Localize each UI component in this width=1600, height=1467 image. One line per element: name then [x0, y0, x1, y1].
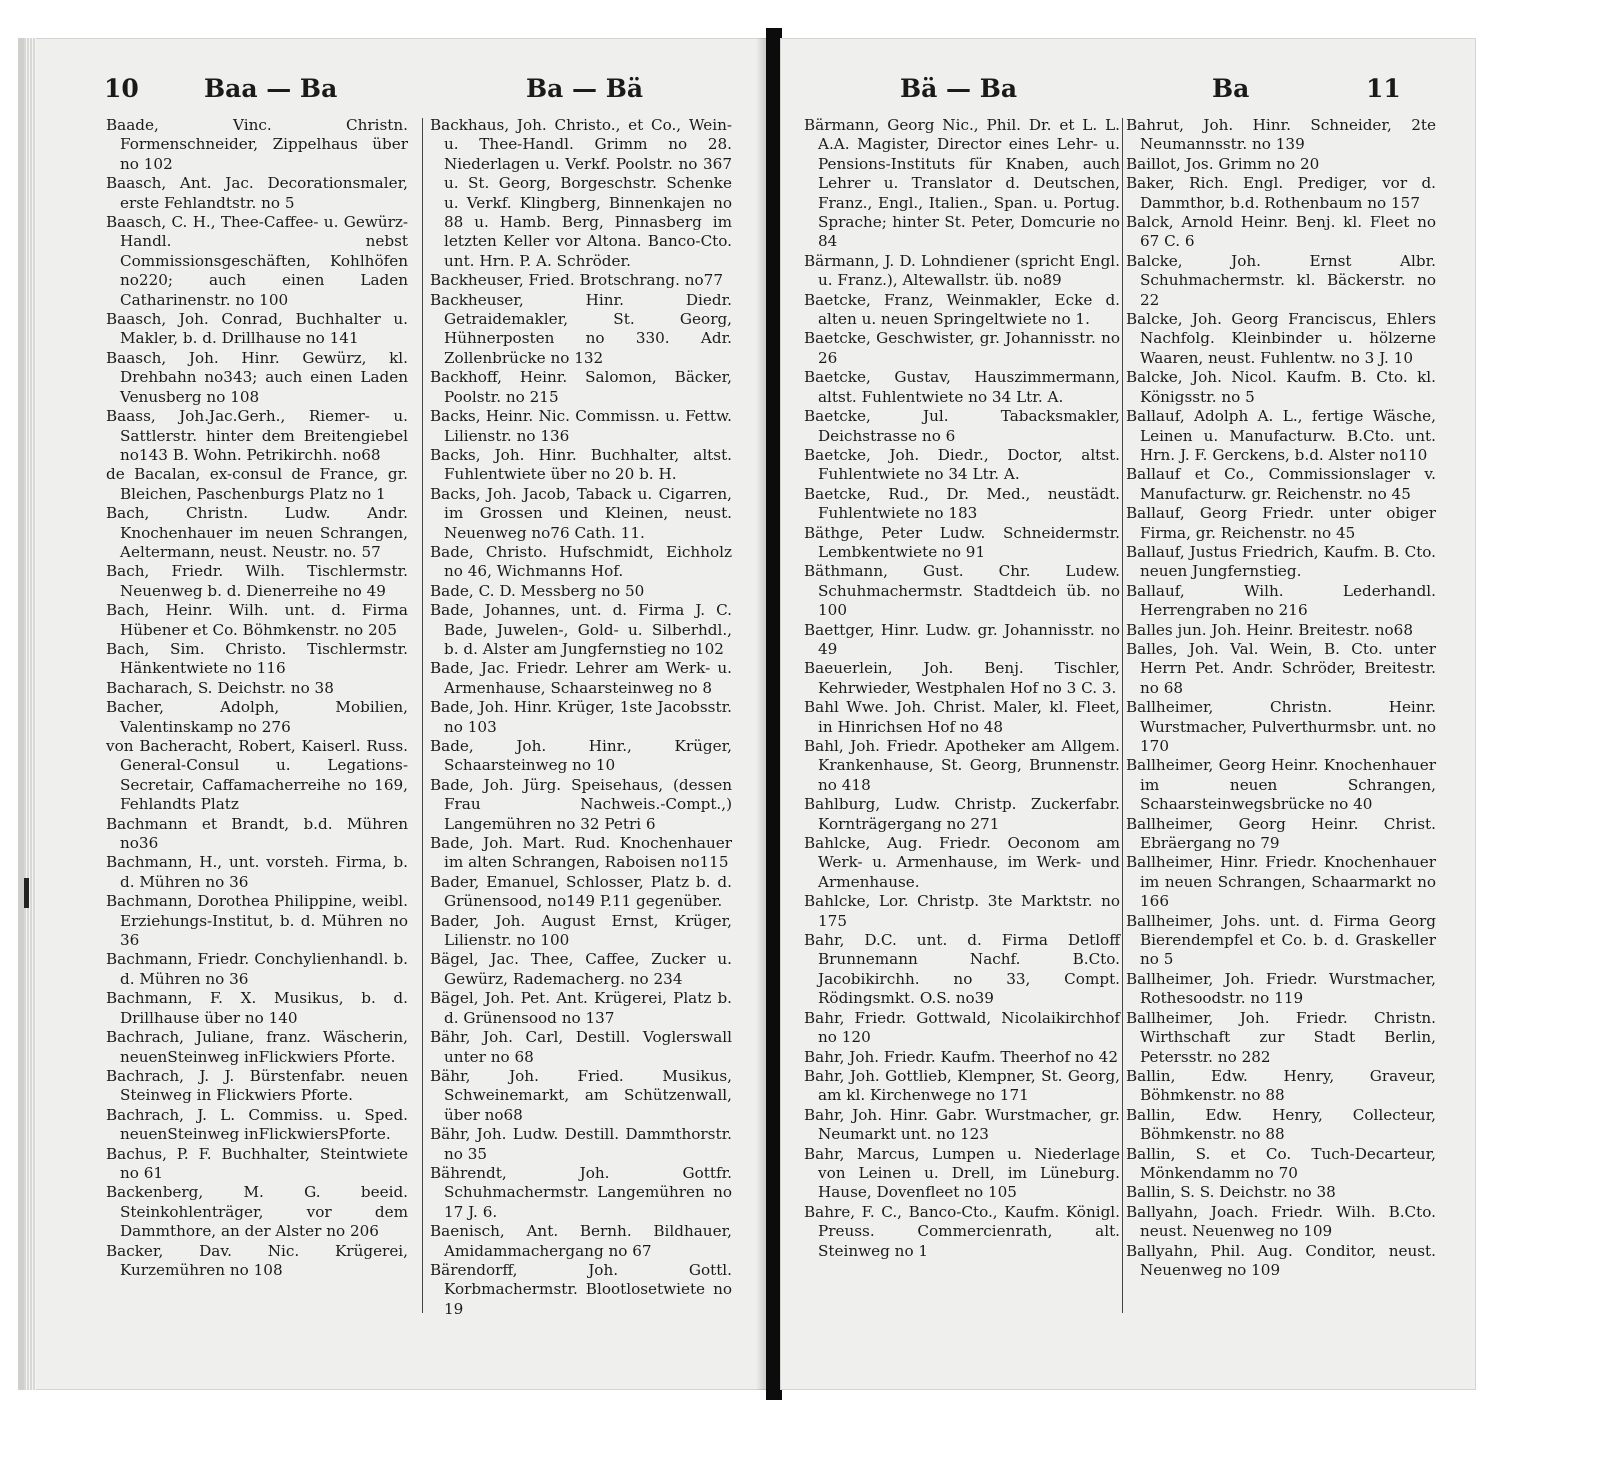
directory-entry: Bärendorff, Joh. Gottl. Korbmachermstr. Blootlosetwiete no 19 [430, 1260, 732, 1318]
directory-entry: Bährendt, Joh. Gottfr. Schuhmachermstr. Langemühren no 17 J. 6. [430, 1163, 732, 1221]
page-number-left: 10 [104, 74, 139, 103]
directory-entry: Bachmann et Brandt, b.d. Mühren no36 [106, 814, 408, 853]
directory-entry: Ballyahn, Joach. Friedr. Wilh. B.Cto. neust. Neuenweg no 109 [1126, 1202, 1436, 1241]
directory-entry: Baass, Joh.Jac.Gerh., Riemer- u. Sattlerstr. hinter dem Breitengiebel no143 B. Wohn. Petrikirchh. no68 [106, 407, 408, 464]
directory-entry: Bahr, Joh. Hinr. Gabr. Wurstmacher, gr. Neumarkt unt. no 123 [804, 1105, 1120, 1144]
directory-entry: Bade, Joh. Jürg. Speisehaus, (dessen Frau Nachweis.-Compt.,) Langemühren no 32 Petri 6 [430, 775, 732, 833]
directory-entry: Balcke, Joh. Ernst Albr. Schuhmachermstr. kl. Bäckerstr. no 22 [1126, 251, 1436, 309]
directory-entry: Bahrut, Joh. Hinr. Schneider, 2te Neumannsstr. no 139 [1126, 116, 1436, 154]
directory-entry: Bade, C. D. Messberg no 50 [430, 581, 645, 600]
directory-entry: Bähr, Joh. Fried. Musikus, Schweinemarkt, am Schützenwall, über no68 [430, 1066, 732, 1124]
directory-entry: Baasch, Ant. Jac. Decorationsmaler, erste Fehlandtstr. no 5 [106, 174, 408, 212]
directory-entry: Bahr, D.C. unt. d. Firma Detloff Brunnemann Nachf. B.Cto. Jacobikirchh. no 33, Compt. Rödingsmkt. O.S. no39 [804, 931, 1120, 1008]
directory-entry: Bähr, Joh. Carl, Destill. Voglerswall unter no 68 [430, 1028, 732, 1066]
directory-entry: Bahlcke, Lor. Christp. 3te Marktstr. no 175 [804, 892, 1120, 930]
directory-entry: Ballin, S. et Co. Tuch-Decarteur, Mönkendamm no 70 [1126, 1144, 1436, 1182]
directory-entry: Bachrach, J. J. Bürstenfabr. neuen Steinweg in Flickwiers Pforte. [106, 1066, 408, 1105]
directory-entry: von Bacheracht, Robert, Kaiserl. Russ. General-Consul u. Legations-Secretair, Caffamacherreihe no 169, Fehlandts Platz [106, 737, 408, 814]
directory-entry: Bahlcke, Aug. Friedr. Oeconom am Werk- u. Armenhause, im Werk- und Armenhause. [804, 834, 1120, 891]
directory-entry: Ballheimer, Joh. Friedr. Wurstmacher, Rothesoodstr. no 119 [1126, 969, 1436, 1008]
directory-entry: Bahr, Joh. Gottlieb, Klempner, St. Georg, am kl. Kirchenwege no 171 [804, 1066, 1120, 1105]
left-running-head-center: Ba — Bä [526, 74, 644, 103]
directory-entry: Bäthge, Peter Ludw. Schneidermstr. Lembkentwiete no 91 [804, 523, 1120, 561]
directory-entry: Balcke, Joh. Georg Franciscus, Ehlers Nachfolg. Kleinbinder u. hölzerne Waaren, neust. Fuhlentw. no 3 J. 10 [1126, 310, 1436, 367]
directory-entry: Backer, Dav. Nic. Krügerei, Kurzemühren no 108 [106, 1241, 408, 1279]
column-rule [422, 118, 423, 1313]
directory-entry: Ballheimer, Joh. Friedr. Christn. Wirthschaft zur Stadt Berlin, Petersstr. no 282 [1126, 1008, 1436, 1066]
directory-entry: Bacher, Adolph, Mobilien, Valentinskamp no 276 [106, 698, 408, 736]
directory-entry: Bachmann, Dorothea Philippine, weibl. Erziehungs-Institut, b. d. Mühren no 36 [106, 892, 408, 950]
left-page [18, 38, 772, 1390]
directory-entry: Baasch, Joh. Conrad, Buchhalter u. Makler, b. d. Drillhause no 141 [106, 310, 408, 348]
directory-entry: Bach, Friedr. Wilh. Tischlermstr. Neuenweg b. d. Dienerreihe no 49 [106, 562, 408, 600]
directory-entry: Ballauf et Co., Commissionslager v. Manufacturw. gr. Reichenstr. no 45 [1126, 465, 1436, 503]
directory-entry: Backheuser, Fried. Brotschrang. no77 [430, 271, 723, 290]
directory-entry: Bärmann, Georg Nic., Phil. Dr. et L. L. A.A. Magister, Director eines Lehr- u. Pensions-Instituts für Knaben, auch Lehrer u. Translator d. Deutschen, Franz., Engl., Italien., Span. u. Portug. Sprache; hinter St. Peter, Domcurie no 84 [804, 116, 1120, 251]
directory-entry: Bachmann, F. X. Musikus, b. d. Drillhause über no 140 [106, 989, 408, 1027]
directory-entry: Baetcke, Geschwister, gr. Johannisstr. no 26 [804, 329, 1120, 367]
right-column-2 [1126, 116, 1436, 1280]
directory-entry: Baker, Rich. Engl. Prediger, vor d. Dammthor, b.d. Rothenbaum no 157 [1126, 174, 1436, 212]
directory-entry: Bach, Heinr. Wilh. unt. d. Firma Hübener et Co. Böhmkenstr. no 205 [106, 601, 408, 639]
directory-entry: Bade, Christo. Hufschmidt, Eichholz no 46, Wichmanns Hof. [430, 542, 732, 581]
directory-entry: Backheuser, Hinr. Diedr. Getraidemakler, St. Georg, Hühnerposten no 330. Adr. Zollenbrücke no 132 [430, 290, 732, 367]
directory-entry: Bader, Joh. August Ernst, Krüger, Lilienstr. no 100 [430, 911, 732, 950]
directory-entry: Baetcke, Joh. Diedr., Doctor, altst. Fuhlentwiete no 34 Ltr. A. [804, 445, 1120, 484]
directory-entry: Baade, Vinc. Christn. Formenschneider, Zippelhaus über no 102 [106, 116, 408, 173]
directory-entry: Balcke, Joh. Nicol. Kaufm. B. Cto. kl. Königsstr. no 5 [1126, 368, 1436, 406]
page-number-right: 11 [1366, 74, 1401, 103]
directory-entry: Bade, Joh. Mart. Rud. Knochenhauer im alten Schrangen, Raboisen no115 [430, 834, 732, 872]
directory-entry: Ballheimer, Hinr. Friedr. Knochenhauer im neuen Schrangen, Schaarmarkt no 166 [1126, 853, 1436, 911]
right-page [780, 38, 1476, 1390]
directory-entry: Backs, Heinr. Nic. Commissn. u. Fettw. Lilienstr. no 136 [430, 407, 732, 445]
directory-entry: Ballheimer, Georg Heinr. Christ. Ebräergang no 79 [1126, 814, 1436, 853]
directory-entry: Balles, Joh. Val. Wein, B. Cto. unter Herrn Pet. Andr. Schröder, Breitestr. no 68 [1126, 639, 1436, 697]
directory-entry: Bahl, Joh. Friedr. Apotheker am Allgem. Krankenhause, St. Georg, Brunnenstr. no 418 [804, 737, 1120, 794]
directory-entry: Bade, Jac. Friedr. Lehrer am Werk- u. Armenhause, Schaarsteinweg no 8 [430, 659, 732, 697]
directory-entry: Backs, Joh. Hinr. Buchhalter, altst. Fuhlentwiete über no 20 b. H. [430, 445, 732, 484]
directory-entry: Bärmann, J. D. Lohndiener (spricht Engl. u. Franz.), Altewallstr. üb. no89 [804, 251, 1120, 290]
directory-entry: Bachmann, H., unt. vorsteh. Firma, b. d. Mühren no 36 [106, 853, 408, 891]
directory-entry: Baetcke, Franz, Weinmakler, Ecke d. alten u. neuen Springeltwiete no 1. [804, 290, 1120, 329]
margin-mark [24, 878, 29, 908]
directory-entry: de Bacalan, ex-consul de France, gr. Bleichen, Paschenburgs Platz no 1 [106, 465, 408, 503]
directory-entry: Baetcke, Gustav, Hauszimmermann, altst. Fuhlentwiete no 34 Ltr. A. [804, 368, 1120, 406]
right-running-head-center: Bä — Ba [900, 74, 1018, 103]
directory-entry: Backhaus, Joh. Christo., et Co., Wein- u. Thee-Handl. Grimm no 28. Niederlagen u. Verkf. Poolstr. no 367 u. St. Georg, Borgeschstr. Schenke u. Verkf. Klingberg, Binnenkajen no 88 u. Hamb. Berg, Pinnasberg im letzten Keller vor Altona. Banco-Cto. unt. Hrn. P. A. Schröder. [430, 116, 732, 270]
directory-entry: Ballheimer, Christn. Heinr. Wurstmacher, Pulverthurmsbr. unt. no 170 [1126, 698, 1436, 755]
right-column-1 [804, 116, 1120, 1261]
directory-entry: Backenberg, M. G. beeid. Steinkohlenträger, vor dem Dammthore, an der Alster no 206 [106, 1183, 408, 1241]
directory-entry: Ballauf, Wilh. Lederhandl. Herrengraben no 216 [1126, 581, 1436, 620]
directory-entry: Ballauf, Adolph A. L., fertige Wäsche, Leinen u. Manufacturw. B.Cto. unt. Hrn. J. F. Gerckens, b.d. Alster no110 [1126, 407, 1436, 464]
directory-entry: Backs, Joh. Jacob, Taback u. Cigarren, im Grossen und Kleinen, neust. Neuenweg no76 Cath. 11. [430, 484, 732, 542]
directory-entry: Bacharach, S. Deichstr. no 38 [106, 678, 334, 697]
directory-entry: Bachrach, Juliane, franz. Wäscherin, neuenSteinweg inFlickwiers Pforte. [106, 1028, 408, 1066]
directory-entry: Baettger, Hinr. Ludw. gr. Johannisstr. no 49 [804, 620, 1120, 658]
directory-entry: Backhoff, Heinr. Salomon, Bäcker, Poolstr. no 215 [430, 368, 732, 406]
open-book [18, 38, 1476, 1390]
directory-entry: Bäthmann, Gust. Chr. Ludew. Schuhmachermstr. Stadtdeich üb. no 100 [804, 562, 1120, 620]
directory-entry: Bahre, F. C., Banco-Cto., Kaufm. Königl. Preuss. Commercienrath, alt. Steinweg no 1 [804, 1202, 1120, 1260]
directory-entry: Balck, Arnold Heinr. Benj. kl. Fleet no 67 C. 6 [1126, 213, 1436, 251]
page-edge-stack [24, 38, 36, 1390]
directory-entry: Ballyahn, Phil. Aug. Conditor, neust. Neuenweg no 109 [1126, 1241, 1436, 1279]
directory-entry: Ballin, Edw. Henry, Collecteur, Böhmkenstr. no 88 [1126, 1105, 1436, 1144]
directory-entry: Bägel, Jac. Thee, Caffee, Zucker u. Gewürz, Rademacherg. no 234 [430, 950, 732, 988]
directory-entry: Bade, Joh. Hinr., Krüger, Schaarsteinweg no 10 [430, 737, 732, 775]
directory-entry: Baillot, Jos. Grimm no 20 [1126, 154, 1320, 173]
left-running-head-left: Baa — Ba [204, 74, 338, 103]
directory-entry: Ballauf, Justus Friedrich, Kaufm. B. Cto. neuen Jungfernstieg. [1126, 542, 1436, 581]
directory-entry: Ballin, Edw. Henry, Graveur, Böhmkenstr. no 88 [1126, 1066, 1436, 1105]
directory-entry: Ballin, S. S. Deichstr. no 38 [1126, 1183, 1336, 1202]
left-column-1 [106, 116, 408, 1280]
directory-entry: Bahr, Friedr. Gottwald, Nicolaikirchhof no 120 [804, 1008, 1120, 1047]
left-column-2 [430, 116, 732, 1319]
directory-entry: Bähr, Joh. Ludw. Destill. Dammthorstr. no 35 [430, 1125, 732, 1163]
directory-entry: Ballauf, Georg Friedr. unter obiger Firma, gr. Reichenstr. no 45 [1126, 504, 1436, 542]
directory-entry: Baenisch, Ant. Bernh. Bildhauer, Amidammachergang no 67 [430, 1222, 732, 1260]
directory-entry: Bachus, P. F. Buchhalter, Steintwiete no 61 [106, 1144, 408, 1182]
directory-entry: Bägel, Joh. Pet. Ant. Krügerei, Platz b. d. Grünensood no 137 [430, 989, 732, 1027]
column-rule [1122, 118, 1123, 1313]
directory-entry: Balles jun. Joh. Heinr. Breitestr. no68 [1126, 620, 1414, 639]
directory-entry: Bachmann, Friedr. Conchylienhandl. b. d. Mühren no 36 [106, 950, 408, 988]
directory-entry: Ballheimer, Johs. unt. d. Firma Georg Bierendempfel et Co. b. d. Graskeller no 5 [1126, 911, 1436, 969]
directory-entry: Bade, Johannes, unt. d. Firma J. C. Bade, Juwelen-, Gold- u. Silberhdl., b. d. Alster am Jungfernstieg no 102 [430, 601, 732, 658]
directory-entry: Bahl Wwe. Joh. Christ. Maler, kl. Fleet, in Hinrichsen Hof no 48 [804, 698, 1120, 736]
directory-entry: Bahr, Marcus, Lumpen u. Niederlage von Leinen u. Drell, im Lüneburg. Hause, Dovenfleet no 105 [804, 1144, 1120, 1202]
directory-entry: Bachrach, J. L. Commiss. u. Sped. neuenSteinweg inFlickwiersPforte. [106, 1105, 408, 1144]
directory-entry: Baasch, Joh. Hinr. Gewürz, kl. Drehbahn no343; auch einen Laden Venusberg no 108 [106, 348, 408, 406]
directory-entry: Bade, Joh. Hinr. Krüger, 1ste Jacobsstr. no 103 [430, 698, 732, 736]
directory-entry: Bach, Sim. Christo. Tischlermstr. Hänkentwiete no 116 [106, 639, 408, 678]
right-running-head-right: Ba [1212, 74, 1250, 103]
directory-entry: Bahlburg, Ludw. Christp. Zuckerfabr. Kornträgergang no 271 [804, 795, 1120, 833]
directory-entry: Baetcke, Jul. Tabacksmakler, Deichstrasse no 6 [804, 407, 1120, 445]
directory-entry: Ballheimer, Georg Heinr. Knochenhauer im neuen Schrangen, Schaarsteinwegsbrücke no 40 [1126, 756, 1436, 814]
directory-entry: Bahr, Joh. Friedr. Kaufm. Theerhof no 42 [804, 1047, 1118, 1066]
directory-entry: Bach, Christn. Ludw. Andr. Knochenhauer im neuen Schrangen, Aeltermann, neust. Neustr. no. 57 [106, 504, 408, 561]
directory-entry: Baetcke, Rud., Dr. Med., neustädt. Fuhlentwiete no 183 [804, 484, 1120, 523]
directory-entry: Baasch, C. H., Thee-Caffee- u. Gewürz-Handl. nebst Commissionsgeschäften, Kohlhöfen no220; auch einen Laden Catharinenstr. no 100 [106, 213, 408, 309]
directory-entry: Bader, Emanuel, Schlosser, Platz b. d. Grünensood, no149 P.11 gegenüber. [430, 872, 732, 911]
directory-entry: Baeuerlein, Joh. Benj. Tischler, Kehrwieder, Westphalen Hof no 3 C. 3. [804, 659, 1120, 697]
